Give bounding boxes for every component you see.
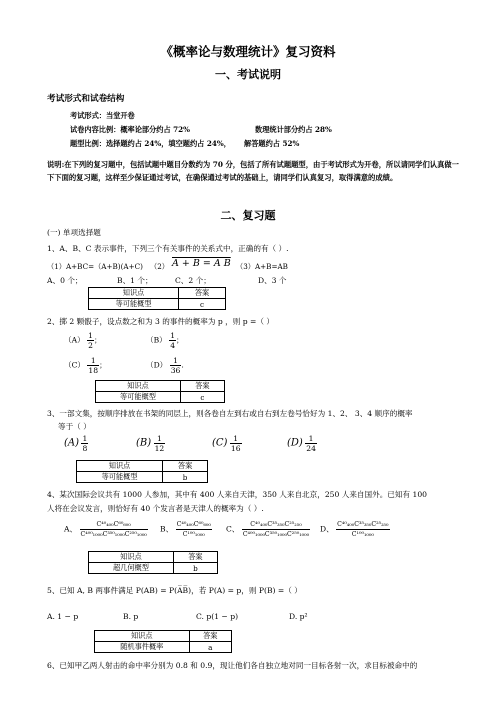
q5-choice-b: B. p	[123, 612, 139, 621]
q1-choice-a: A、0 个；	[47, 276, 83, 285]
q4-choice-a-label: A、	[64, 524, 78, 534]
section-heading-exam-info: 一、考试说明	[215, 68, 281, 81]
q4-choice-d	[320, 520, 390, 539]
q3-stem-line2: 等于（ ）	[58, 422, 91, 431]
q4-knowledge-point: 超几何概型	[89, 563, 174, 574]
q3-choice-d-label: (D)	[287, 437, 303, 449]
q4-answer-table	[88, 551, 218, 574]
page-title: 《概率论与数理统计》复习资料	[160, 44, 336, 59]
q2-d-denominator: 36	[170, 366, 181, 375]
q3-a-denominator: 8	[82, 444, 88, 453]
table-header-knowledge: 知识点	[77, 461, 163, 472]
q3-b-numerator: 1	[154, 434, 166, 444]
q4-choice-b-label: B、	[160, 524, 174, 534]
table-header-answer: 答案	[163, 461, 208, 472]
q5-choice-d: D. p²	[289, 612, 308, 621]
q4-choice-b	[160, 520, 212, 539]
q3-choice-b	[136, 434, 165, 453]
q1-option-2-formula: A + B = A B	[172, 258, 231, 269]
q2-answer: c	[180, 392, 224, 403]
q2-d-numerator: 1	[170, 356, 182, 366]
q1-option-3: （3）A+B=AB	[236, 262, 288, 271]
q4-d-denominator: C¹⁰⁰₁₀₀₀	[351, 531, 374, 538]
q4-stem-line2: 人将在会议发言，则恰好有 40 个发言者是天津人的概率为（ ）.	[47, 504, 264, 513]
table-header-knowledge: 知识点	[89, 552, 174, 563]
q2-answer-table	[95, 380, 225, 403]
q2-choice-c: （C） $\frac{1}{18}$ ；	[64, 356, 107, 375]
table-header-knowledge: 知识点	[96, 381, 181, 392]
q3-choice-c	[212, 434, 242, 453]
q2-choice-d-label: （D）	[146, 360, 168, 370]
q3-choice-a	[64, 434, 88, 453]
q4-answer: b	[173, 563, 217, 574]
exam-structure-heading: 考试形式和试卷结构	[47, 94, 125, 104]
q6-stem: 6、已知甲乙两人射击的命中率分别为 0.8 和 0.9，现让他们各自独立地对同一目标各射一次，求目标被命中的	[47, 661, 418, 670]
question-ratio-b: 解答题约占 52%	[244, 139, 300, 148]
table-header-answer: 答案	[173, 552, 217, 563]
q4-b-numerator: C⁴⁰₄₀₀C⁶⁰₆₀₀	[176, 521, 211, 528]
q2-choice-a-label: （A）	[64, 335, 85, 345]
q2-stem: 2、掷 2 颗骰子，设点数之和为 3 的事件的概率为 p ，则 p =（ ）	[47, 317, 274, 326]
q3-c-numerator: 1	[230, 434, 242, 444]
q2-b-denominator: 4	[170, 341, 176, 350]
q4-a-denominator: C⁴⁰⁰₁₀₀₀C³⁵⁰₁₀₀₀C²⁵⁰₁₀₀₀	[80, 531, 147, 538]
q3-answer-table	[76, 460, 208, 483]
q2-choice-c-label: （C）	[64, 360, 85, 370]
q1-option-2-label: （2）	[150, 262, 169, 271]
q5-knowledge-point: 随机事件概率	[95, 642, 190, 653]
q4-choice-c	[226, 520, 310, 539]
table-header-answer: 答案	[179, 288, 226, 299]
q4-stem-line1: 4、某次国际会议共有 1000 人参加，其中有 400 人来自天津，350 人来自北京，250 人来自国外。已知有 100	[47, 490, 427, 499]
content-ratio-statistics: 数理统计部分约占 28%	[255, 125, 332, 134]
q5-choice-a: A. 1 − p	[47, 612, 79, 621]
q1-option-1: （1）A+BC=（A+B)(A+C)	[47, 262, 143, 271]
section-heading-review: 二、复习题	[220, 209, 276, 222]
q1-choice-d: D、3 个	[258, 276, 287, 285]
q2-c-numerator: 1	[87, 356, 99, 366]
table-header-answer: 答案	[189, 631, 231, 642]
q3-choice-d	[287, 434, 317, 453]
q2-a-denominator: 2	[88, 341, 93, 350]
q4-a-numerator: C⁴⁰₄₀₀C⁶⁰₆₀₀	[80, 520, 148, 530]
q3-d-numerator: 1	[305, 434, 317, 444]
q3-a-numerator: 1	[82, 434, 88, 443]
q5-stem: 5、已知 A, B 两事件满足 P(AB) = P(A̅B̅)，若 P(A) = p，则 P(B) =（ ）	[47, 586, 302, 595]
q3-d-denominator: 24	[306, 444, 316, 453]
q3-answer: b	[163, 472, 208, 483]
q3-choice-c-label: (C)	[212, 437, 228, 449]
q3-c-denominator: 16	[230, 444, 241, 453]
q2-b-numerator: 1	[170, 331, 176, 340]
q5-answer-table	[94, 630, 232, 653]
table-header-knowledge: 知识点	[95, 631, 190, 642]
q4-choice-d-label: D、	[320, 524, 334, 534]
q5-answer: a	[189, 642, 231, 653]
q4-choice-c-label: C、	[226, 524, 240, 534]
q1-choice-c: C、2 个；	[175, 276, 211, 285]
q4-b-denominator: C¹⁰⁰₁₀₀₀	[182, 531, 205, 538]
q1-answer: c	[179, 299, 226, 310]
table-header-knowledge: 知识点	[89, 288, 179, 299]
q5-choice-c: C. p(1 − p)	[196, 612, 239, 621]
content-ratio-probability: 试卷内容比例：概率论部分约占 72%	[70, 125, 190, 134]
q1-answer-table	[88, 287, 226, 310]
q4-c-numerator: C⁴⁰₄₀₀C³⁵₃₅₀C²⁵₂₅₀	[242, 520, 310, 530]
q4-d-numerator: C⁴⁰₄₀₀C³⁵₃₅₀C²⁵₂₅₀	[337, 521, 389, 528]
q2-knowledge-point: 等可能概型	[96, 392, 181, 403]
q2-a-numerator: 1	[88, 331, 93, 340]
q1-stem: 1、A、B、C 表示事件，下列三个有关事件的关系式中，正确的有（ ）.	[47, 244, 289, 253]
q3-choice-a-label: (A)	[64, 437, 80, 449]
q3-knowledge-point: 等可能概型	[77, 472, 163, 483]
q3-stem-line1: 3、一部文集，按顺序排放在书架的同层上，则各卷自左到右或自右到左卷号恰好为 1、2、 3、4 顺序的概率	[47, 409, 413, 418]
q1-knowledge-point: 等可能概型	[89, 299, 179, 310]
exam-note: 说明:在下列的复习题中，包括试题中题目分数约为 70 分，包括了所有试题题型，由于考试形式为开卷，所以请同学们认真做一下下面的复习题，这样至少保证通过考试，在确保通过考试的基础上，请同学们认真复习，取得满意的成绩。	[47, 160, 459, 182]
q3-choice-b-label: (B)	[136, 437, 152, 449]
q4-c-denominator: C⁴⁰⁰₁₀₀₀C³⁵⁰₁₀₀₀C²⁵⁰₁₀₀₀	[242, 531, 310, 538]
q2-choice-b: （B） $\frac{1}{4}$ ；	[146, 331, 184, 350]
q3-b-denominator: 12	[154, 444, 165, 453]
question-ratio-a: 题型比例：选择题约占 24%，填空题约占 24%，	[70, 139, 231, 148]
q2-choice-a: （A） $\frac{1}{2}$ ；	[64, 331, 102, 350]
table-header-answer: 答案	[180, 381, 224, 392]
exam-form: 考试形式：当堂开卷	[70, 111, 135, 120]
q2-choice-b-label: （B）	[146, 335, 167, 345]
q1-choice-b: B、1 个；	[117, 276, 153, 285]
part-heading-single-choice: (一) 单项选择题	[47, 228, 101, 237]
q2-c-denominator: 18	[88, 366, 99, 375]
q2-choice-d: （D） $\frac{1}{36}$ .	[146, 356, 184, 375]
q4-choice-a	[64, 520, 148, 539]
